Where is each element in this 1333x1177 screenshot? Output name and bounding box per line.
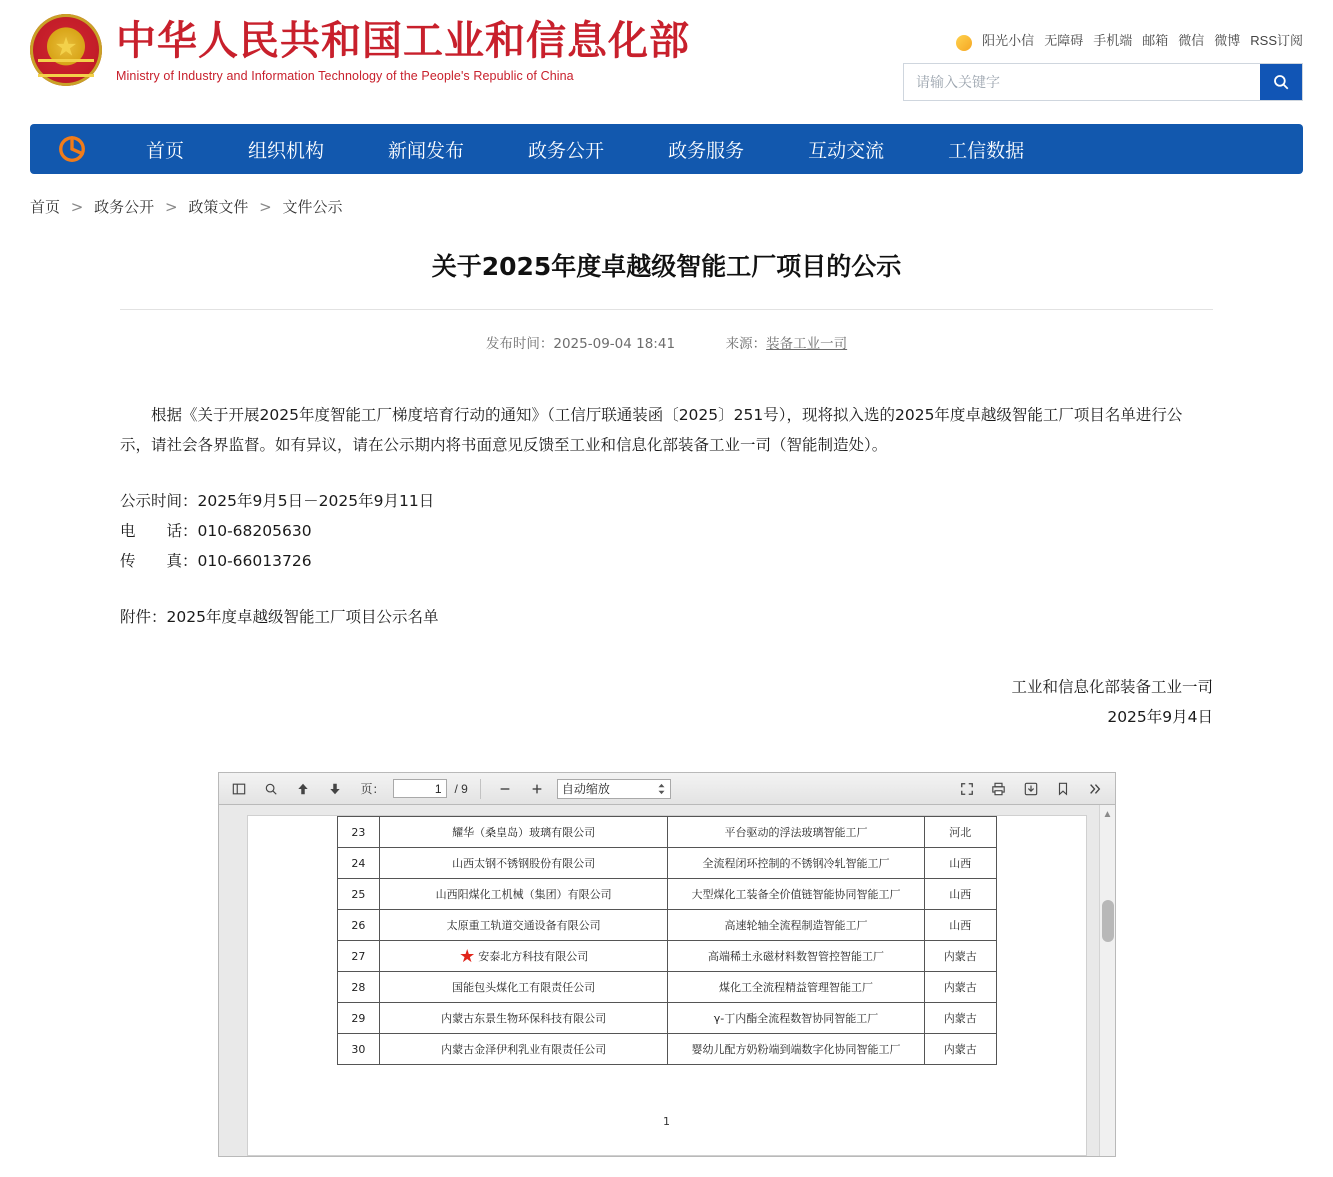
next-page-button[interactable] xyxy=(323,778,347,800)
table-row xyxy=(337,817,996,848)
cell-province: 内蒙古 xyxy=(925,1003,996,1034)
article-signature xyxy=(120,672,1213,732)
article-paragraph-1: 根据《关于开展2025年度智能工厂梯度培育行动的通知》（工信厅联通装函〔2025〕251号），现将拟入选的2025年度卓越级智能工厂项目名单进行公示，请社会各界监督。如有异议，请在公示期内将书面意见反馈至工业和信息化部装备工业一司（智能制造处）。 xyxy=(120,406,1183,454)
cell-company: 内蒙古东景生物环保科技有限公司 xyxy=(380,1003,668,1034)
scrollbar-thumb[interactable] xyxy=(1102,900,1114,942)
nav-item-news[interactable]: 新闻发布 xyxy=(388,139,465,162)
cell-company-marked xyxy=(380,941,668,972)
pdf-viewer xyxy=(218,772,1116,1157)
pdf-page-number: 1 xyxy=(663,1115,670,1128)
cell-province: 内蒙古 xyxy=(925,941,996,972)
nav-item-interaction[interactable]: 互动交流 xyxy=(808,139,885,162)
nav-item-home[interactable]: 首页 xyxy=(146,139,185,162)
cell-no: 24 xyxy=(337,848,380,879)
cell-company: 内蒙古金泽伊利乳业有限责任公司 xyxy=(380,1034,668,1065)
cell-no: 26 xyxy=(337,910,380,941)
breadcrumb-item-notice[interactable]: 文件公示 xyxy=(282,198,343,216)
plus-icon xyxy=(530,782,544,796)
toolbar-divider xyxy=(480,779,481,799)
previous-page-button[interactable] xyxy=(291,778,315,800)
cell-company: 山西阳煤化工机械（集团）有限公司 xyxy=(380,879,668,910)
top-link-accessibility[interactable]: 无障碍 xyxy=(1044,33,1084,48)
breadcrumb xyxy=(30,196,1303,217)
sunshine-icon xyxy=(956,35,972,51)
arrow-down-icon xyxy=(328,782,342,796)
cell-province: 内蒙古 xyxy=(925,972,996,1003)
pdf-page xyxy=(247,815,1087,1156)
project-table xyxy=(337,816,997,1065)
gear-logo-icon xyxy=(57,134,87,164)
signature-date: 2025年9月4日 xyxy=(1107,708,1213,726)
sidebar-toggle-button[interactable] xyxy=(227,778,251,800)
cell-no: 25 xyxy=(337,879,380,910)
table-row xyxy=(337,1034,996,1065)
zoom-level-select[interactable] xyxy=(557,779,671,799)
cell-company: 耀华（桑皇岛）玻璃有限公司 xyxy=(380,817,668,848)
cell-company: 国能包头煤化工有限责任公司 xyxy=(380,972,668,1003)
download-button[interactable] xyxy=(1019,778,1043,800)
article-info-block xyxy=(120,486,1213,576)
cell-no: 30 xyxy=(337,1034,380,1065)
cell-project: 大型煤化工装备全价值链智能协同智能工厂 xyxy=(668,879,925,910)
cell-company-text: 安泰北方科技有限公司 xyxy=(478,949,589,963)
top-link-weibo[interactable]: 微博 xyxy=(1214,33,1241,48)
top-links xyxy=(903,30,1303,49)
search-bar xyxy=(903,63,1303,101)
site-header xyxy=(0,0,1333,120)
nav-item-data[interactable]: 工信数据 xyxy=(948,139,1025,162)
nav-item-government-disclosure[interactable]: 政务公开 xyxy=(528,139,605,162)
zoom-level-value: 自动缩放 xyxy=(561,782,610,796)
cell-no: 28 xyxy=(337,972,380,1003)
zoom-in-button[interactable] xyxy=(525,778,549,800)
publish-time-value: 2025-09-04 18:41 xyxy=(553,336,676,352)
top-link-mail[interactable]: 邮箱 xyxy=(1142,33,1169,48)
notice-period-line: 公示时间：2025年9月5日－2025年9月11日 xyxy=(120,492,435,510)
sidebar-toggle-icon xyxy=(232,782,246,796)
attachment-line[interactable]: 附件：2025年度卓越级智能工厂项目公示名单 xyxy=(120,608,439,626)
caret-up-icon[interactable]: ▲ xyxy=(1102,809,1113,820)
cell-project: 煤化工全流程精益管理智能工厂 xyxy=(668,972,925,1003)
breadcrumb-item-policy[interactable]: 政策文件 xyxy=(188,198,249,216)
bookmark-icon xyxy=(1057,782,1069,796)
page-label: 页： xyxy=(360,782,385,796)
signature-department: 工业和信息化部装备工业一司 xyxy=(1011,678,1213,696)
pdf-scrollbar[interactable] xyxy=(1099,805,1115,1156)
pdf-find-button[interactable] xyxy=(259,778,283,800)
cell-no: 27 xyxy=(337,941,380,972)
fax-line: 传 真：010-66013726 xyxy=(120,552,312,570)
zoom-out-button[interactable] xyxy=(493,778,517,800)
presentation-mode-button[interactable] xyxy=(955,778,979,800)
cell-province: 山西 xyxy=(925,879,996,910)
article xyxy=(120,247,1213,732)
chevron-double-right-icon xyxy=(1088,782,1102,796)
minus-icon xyxy=(498,782,512,796)
cell-project: 高速轮轴全流程制造智能工厂 xyxy=(668,910,925,941)
cell-project: 高端稀土永磁材料数智管控智能工厂 xyxy=(668,941,925,972)
page-number-input[interactable] xyxy=(393,779,447,798)
table-row xyxy=(337,910,996,941)
national-emblem-icon xyxy=(30,14,102,86)
cell-no: 29 xyxy=(337,1003,380,1034)
pdf-page-area[interactable] xyxy=(218,805,1116,1157)
cell-province: 山西 xyxy=(925,910,996,941)
phone-line: 电 话：010-68205630 xyxy=(120,522,312,540)
breadcrumb-item-disclosure[interactable]: 政务公开 xyxy=(94,198,155,216)
source-label: 来源： xyxy=(725,336,767,352)
table-row xyxy=(337,972,996,1003)
cell-company: 太原重工轨道交通设备有限公司 xyxy=(380,910,668,941)
nav-item-government-services[interactable]: 政务服务 xyxy=(668,139,745,162)
article-meta xyxy=(120,310,1213,352)
top-link-rss[interactable]: RSS订阅 xyxy=(1250,33,1303,48)
download-icon xyxy=(1024,782,1038,796)
search-icon xyxy=(264,782,278,796)
chevron-updown-icon xyxy=(657,783,666,795)
table-row xyxy=(337,848,996,879)
breadcrumb-separator: > xyxy=(164,198,178,216)
site-brand[interactable] xyxy=(30,14,690,86)
cell-project: 全流程闭环控制的不锈钢冷轧智能工厂 xyxy=(668,848,925,879)
search-input[interactable] xyxy=(904,64,1260,100)
publish-time-label: 发布时间： xyxy=(485,336,554,352)
main-nav xyxy=(30,124,1303,174)
star-marker-icon: ★ xyxy=(459,945,476,967)
printer-icon xyxy=(991,782,1006,796)
header-right xyxy=(903,14,1303,101)
page-title: 关于2025年度卓越级智能工厂项目的公示 xyxy=(120,247,1213,310)
arrow-up-icon xyxy=(296,782,310,796)
cell-province: 河北 xyxy=(925,817,996,848)
page-total-label: / 9 xyxy=(454,781,468,796)
source-value[interactable]: 装备工业一司 xyxy=(766,336,848,352)
top-link-wechat[interactable]: 微信 xyxy=(1178,33,1205,48)
bookmark-button[interactable] xyxy=(1051,778,1075,800)
cell-province: 内蒙古 xyxy=(925,1034,996,1065)
more-tools-button[interactable] xyxy=(1083,778,1107,800)
mii-logo-icon xyxy=(52,129,92,169)
cell-project: 婴幼儿配方奶粉端到端数字化协同智能工厂 xyxy=(668,1034,925,1065)
table-row xyxy=(337,879,996,910)
article-body xyxy=(120,400,1213,732)
cell-company: 山西太钢不锈钢股份有限公司 xyxy=(380,848,668,879)
cell-project: γ-丁内酯全流程数智协同智能工厂 xyxy=(668,1003,925,1034)
pdf-toolbar xyxy=(218,772,1116,805)
site-title-en: Ministry of Industry and Information Technology of the People's Republic of China xyxy=(116,68,574,83)
table-row-highlighted xyxy=(337,941,996,972)
cell-no: 23 xyxy=(337,817,380,848)
top-link-sunshine[interactable]: 阳光小信 xyxy=(982,33,1035,48)
site-title-cn: 中华人民共和国工业和信息化部 xyxy=(116,17,690,64)
top-link-mobile[interactable]: 手机端 xyxy=(1093,33,1133,48)
breadcrumb-separator: > xyxy=(70,198,84,216)
breadcrumb-separator: > xyxy=(259,198,272,216)
search-icon xyxy=(1272,73,1290,91)
cell-project: 平台驱动的浮法玻璃智能工厂 xyxy=(668,817,925,848)
breadcrumb-item-home[interactable]: 首页 xyxy=(30,198,61,216)
print-button[interactable] xyxy=(987,778,1011,800)
search-button[interactable] xyxy=(1260,64,1302,100)
cell-province: 山西 xyxy=(925,848,996,879)
nav-item-organization[interactable]: 组织机构 xyxy=(248,139,325,162)
project-table-body xyxy=(337,817,996,1065)
table-row xyxy=(337,1003,996,1034)
fullscreen-icon xyxy=(960,782,974,796)
